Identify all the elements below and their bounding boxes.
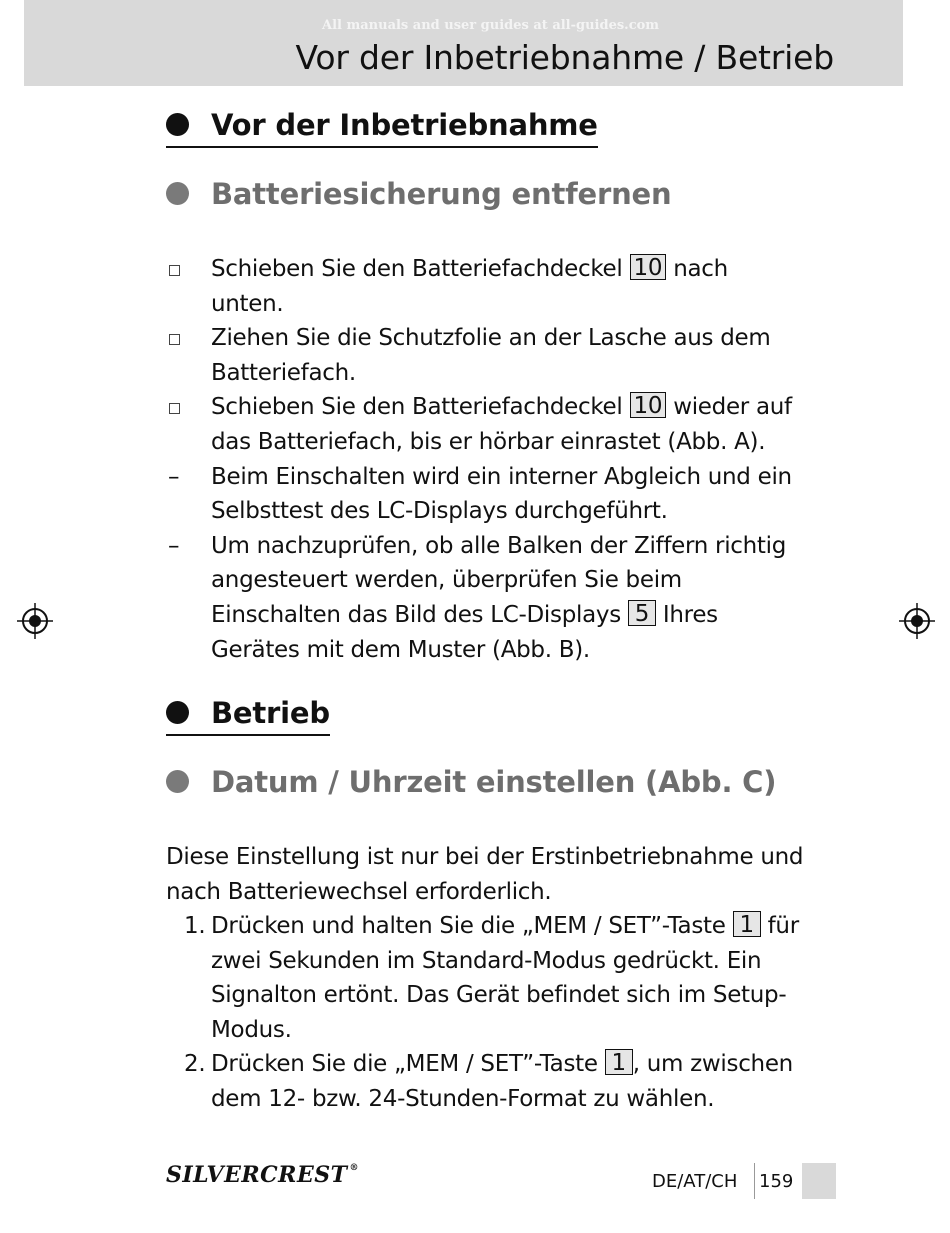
setup-steps-list	[166, 909, 806, 1117]
list-item: 2. Drücken Sie die „MEM / SET”-Taste 1 , um zwischen dem 12- bzw. 24-Stunden-Format zu wählen.	[166, 1047, 806, 1116]
section-heading-operation: Betrieb	[166, 696, 330, 736]
reference-number-badge: 10	[630, 392, 667, 418]
reference-number-badge: 5	[628, 600, 656, 626]
dash-marker: –	[168, 463, 180, 490]
list-item: Ziehen Sie die Schutzfolie an der Lasche aus dem Batteriefach.	[166, 321, 806, 390]
checkbox-square-icon	[169, 265, 180, 276]
footer-gray-box	[802, 1163, 836, 1199]
registration-mark-icon	[17, 603, 53, 639]
list-item: 1. Drücken und halten Sie die „MEM / SET”-Taste 1 für zwei Sekunden im Standard-Modus gedrückt. Ein Signalton ertönt. Das Gerät befindet sich im Setup-Modus.	[166, 909, 806, 1047]
list-item: Schieben Sie den Batteriefachdeckel 10 wieder auf das Batteriefach, bis er hörbar einrastet (Abb. A).	[166, 390, 806, 459]
footer-divider	[754, 1163, 755, 1199]
step-number: 1.	[184, 913, 206, 939]
bullet-dot-icon	[166, 182, 189, 205]
list-item: – Beim Einschalten wird ein interner Abgleich und ein Selbsttest des LC-Displays durchgeführt.	[166, 460, 806, 529]
footer-countries: DE/AT/CH	[652, 1171, 738, 1192]
registration-mark-icon	[899, 603, 935, 639]
reference-number-badge: 10	[630, 254, 667, 280]
brand-logo: SILVERCREST ®	[166, 1162, 359, 1188]
bullet-dot-icon	[166, 701, 189, 724]
section-heading-setup: Vor der Inbetriebnahme	[166, 108, 598, 148]
battery-instructions-list	[166, 252, 806, 667]
list-item: – Um nachzuprüfen, ob alle Balken der Ziffern richtig angesteuert werden, überprüfen Sie beim Einschalten das Bild des LC-Displays 5 Ihres Gerätes mit dem Muster (Abb. B).	[166, 529, 806, 667]
page-number: 159	[759, 1171, 794, 1192]
reference-number-badge: 1	[605, 1049, 633, 1075]
reference-number-badge: 1	[733, 911, 761, 937]
dash-marker: –	[168, 532, 180, 559]
checkbox-square-icon	[169, 334, 180, 345]
list-item: Schieben Sie den Batteriefachdeckel 10 nach unten.	[166, 252, 806, 321]
page-header-title: Vor der Inbetriebnahme / Betrieb	[295, 38, 834, 77]
intro-paragraph: Diese Einstellung ist nur bei der Erstinbetriebnahme und nach Batteriewechsel erforderlich.	[166, 844, 804, 905]
subheading-date-time: Datum / Uhrzeit einstellen (Abb. C)	[166, 765, 776, 799]
bullet-dot-icon	[166, 113, 189, 136]
step-number: 2.	[184, 1051, 206, 1078]
subheading-battery: Batteriesicherung entfernen	[166, 177, 671, 211]
checkbox-square-icon	[169, 403, 180, 414]
bullet-dot-icon	[166, 770, 189, 793]
watermark: All manuals and user guides at all-guides.com	[322, 18, 660, 33]
